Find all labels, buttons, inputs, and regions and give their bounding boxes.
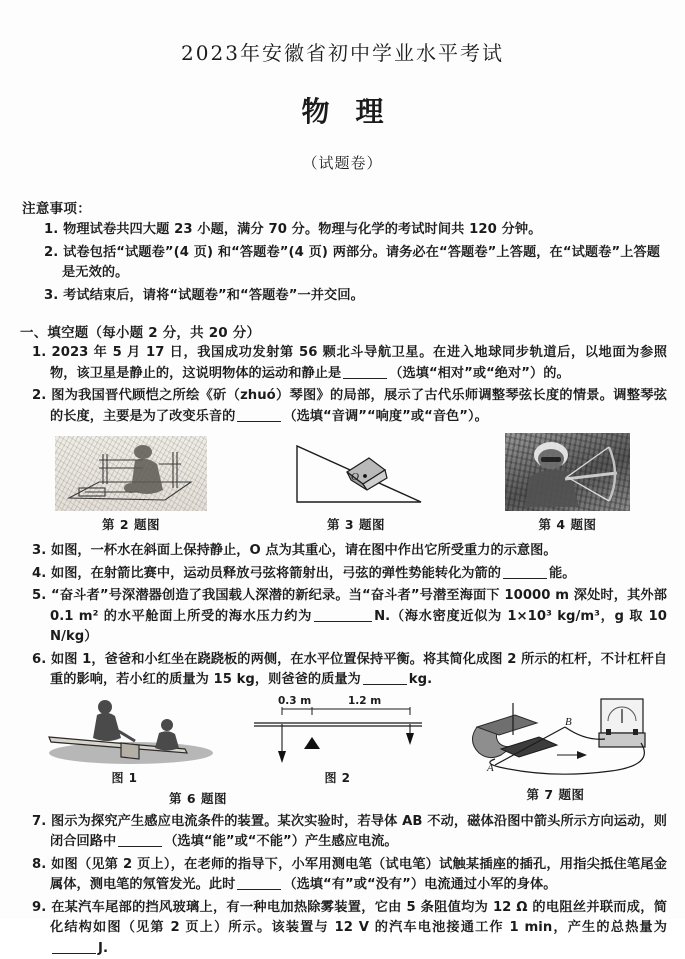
fulcrum-triangle xyxy=(304,737,320,749)
question-text: 如图，在射箭比赛中，运动员释放弓弦将箭射出，弓弦的弹性势能转化为箭的 xyxy=(51,566,501,581)
force-arrow-left xyxy=(278,751,286,763)
incline-with-cup-diagram xyxy=(281,436,431,511)
question-text-tail: 能。 xyxy=(549,566,575,581)
question-item-4 xyxy=(18,564,667,585)
figure-lever-diagram xyxy=(248,693,428,786)
question-text: “奋斗者”号深潜器创造了我国载人深潜的新纪录。当“奋斗者”号潜至海面下 10000 m 深处时，其外部 0.1 m² 的水平舱面上所受的海水压力约为 xyxy=(50,588,667,624)
question-item-5 xyxy=(18,586,667,648)
question-number: 8. xyxy=(32,857,46,872)
answer-blank[interactable] xyxy=(314,608,372,622)
question-list xyxy=(18,343,667,427)
answer-blank[interactable] xyxy=(363,671,407,685)
question-item-2 xyxy=(18,386,667,427)
question-number: 6. xyxy=(32,652,46,667)
paper-kind-label: （试题卷） xyxy=(18,130,667,173)
question-text-tail: J. xyxy=(98,941,108,956)
question-text-tail: kg. xyxy=(409,672,432,687)
figure-caption: 第 2 题图 xyxy=(102,515,160,533)
conductor-label-b: B xyxy=(565,716,572,728)
subject-title: 物理 xyxy=(18,66,667,130)
question-item-3 xyxy=(18,541,667,562)
question-number: 7. xyxy=(32,814,46,829)
question-text: 图为我国晋代顾恺之所绘《斫（zhuó）琴图》的局部，展示了古代乐师调整琴弦长度的情景。调整琴弦的长度，主要是为了改变乐音的 xyxy=(50,388,667,424)
lever-schematic xyxy=(248,693,428,765)
figure-caption: 第 4 题图 xyxy=(539,515,597,533)
figure-question-7 xyxy=(461,693,651,803)
question-text: 图示为探究产生感应电流条件的装置。某次实验时，若导体 AB 不动，磁体沿图中箭头所示方向运动，则闭合回路中 xyxy=(50,814,667,850)
figure-caption: 图 1 xyxy=(111,769,137,786)
question-text-tail: （选填“有”或“没有”）电流通过小军的身体。 xyxy=(283,877,556,892)
answer-blank[interactable] xyxy=(237,876,281,890)
question-number: 9. xyxy=(32,900,46,915)
figure-question-3 xyxy=(281,436,431,533)
figure-caption: 图 2 xyxy=(324,769,350,786)
notice-list xyxy=(18,220,667,306)
notice-item: 2. 试卷包括“试题卷”(4 页) 和“答题卷”(4 页) 两部分。请务必在“答题卷”上答题，在“试题卷”上答题是无效的。 xyxy=(18,243,667,283)
induction-apparatus-diagram xyxy=(461,693,651,781)
figure-question-2 xyxy=(55,436,207,533)
motion-arrow xyxy=(557,751,587,759)
photo-archer-image xyxy=(505,433,630,511)
horseshoe-magnet xyxy=(472,715,557,758)
force-arrow-right xyxy=(406,733,414,745)
question-item-7 xyxy=(18,812,667,853)
painting-strokes xyxy=(55,436,207,511)
answer-blank[interactable] xyxy=(503,565,547,579)
question-item-1 xyxy=(18,343,667,384)
question-number: 4. xyxy=(32,566,46,581)
figure-group-caption: 第 6 题图 xyxy=(169,791,227,806)
question-number: 5. xyxy=(32,588,46,603)
question-item-8 xyxy=(18,855,667,896)
dimension-label-left: 0.3 m xyxy=(278,695,311,707)
question-text-tail: （选填“音调”“响度”或“音色”）。 xyxy=(283,409,488,424)
notice-item: 3. 考试结束后，请将“试题卷”和“答题卷”一并交回。 xyxy=(18,286,667,306)
galvanometer xyxy=(599,699,645,747)
question-item-6 xyxy=(18,650,667,691)
question-text: 如图（见第 2 页上），在老师的指导下，小军用测电笔（试电笔）试触某插座的插孔，用指尖抵住笔尾金属体，测电笔的氖管发光。此时 xyxy=(50,857,667,893)
figure-group-caption-wrap xyxy=(18,789,378,808)
dimension-label-right: 1.2 m xyxy=(348,695,381,707)
figure-row-1 xyxy=(18,433,667,533)
question-list-continued xyxy=(18,541,667,691)
page-title: 2023年安徽省初中学业水平考试 xyxy=(18,0,667,66)
point-label-o: O xyxy=(351,471,359,483)
question-number: 2. xyxy=(32,388,46,403)
question-text-tail: （选填“相对”或“绝对”）的。 xyxy=(389,366,569,381)
question-number: 1. xyxy=(32,345,46,360)
question-number: 3. xyxy=(32,543,46,558)
question-item-9 xyxy=(18,898,667,959)
answer-blank[interactable] xyxy=(237,408,281,422)
section-heading-fill-in-blanks: 一、填空题（每小题 2 分，共 20 分） xyxy=(18,306,667,341)
question-text: 如图，一杯水在斜面上保持静止，O 点为其重心，请在图中作出它所受重力的示意图。 xyxy=(51,543,557,558)
answer-blank[interactable] xyxy=(118,833,162,847)
figure-question-4 xyxy=(505,433,630,533)
figure-caption: 第 3 题图 xyxy=(327,515,385,533)
figure-row-2 xyxy=(18,693,667,803)
painting-zhuoqin-image xyxy=(55,436,207,511)
notice-heading: 注意事项： xyxy=(18,173,667,217)
answer-blank[interactable] xyxy=(343,365,387,379)
question-text-tail: N.（海水密度近似为 1×10³ kg/m³，g 取 10 N/kg） xyxy=(50,609,667,645)
figure-seesaw xyxy=(35,693,215,786)
answer-blank[interactable] xyxy=(52,940,96,954)
conductor-label-a: A xyxy=(486,762,494,774)
question-text-tail: （选填“能”或“不能”）产生感应电流。 xyxy=(164,834,397,849)
seesaw-illustration xyxy=(35,693,215,765)
question-text: 在某汽车尾部的挡风玻璃上，有一种电加热除雾装置，它由 5 条阻值均为 12 Ω 的电阻丝并联而成，简化结构如图（见第 2 页上）所示。该装置与 12 V 的汽车电池接通工作 1 min，产生的总热量为 xyxy=(50,900,667,936)
question-list-tail xyxy=(18,812,667,959)
question-text: 如图 1，爸爸和小红坐在跷跷板的两侧，在水平位置保持平衡。将其简化成图 2 所示的杠杆，不计杠杆自重的影响，若小红的质量为 15 kg，则爸爸的质量为 xyxy=(50,652,667,688)
notice-item: 1. 物理试卷共四大题 23 小题，满分 70 分。物理与化学的考试时间共 120 分钟。 xyxy=(18,220,667,240)
figure-caption: 第 7 题图 xyxy=(527,785,585,803)
question-text: 2023 年 5 月 17 日，我国成功发射第 56 颗北斗导航卫星。在进入地球同步轨道后，以地面为参照物，该卫星是静止的，这说明物体的运动和静止是 xyxy=(50,345,667,381)
center-of-gravity-point xyxy=(363,474,367,478)
archer-silhouette xyxy=(505,433,630,511)
